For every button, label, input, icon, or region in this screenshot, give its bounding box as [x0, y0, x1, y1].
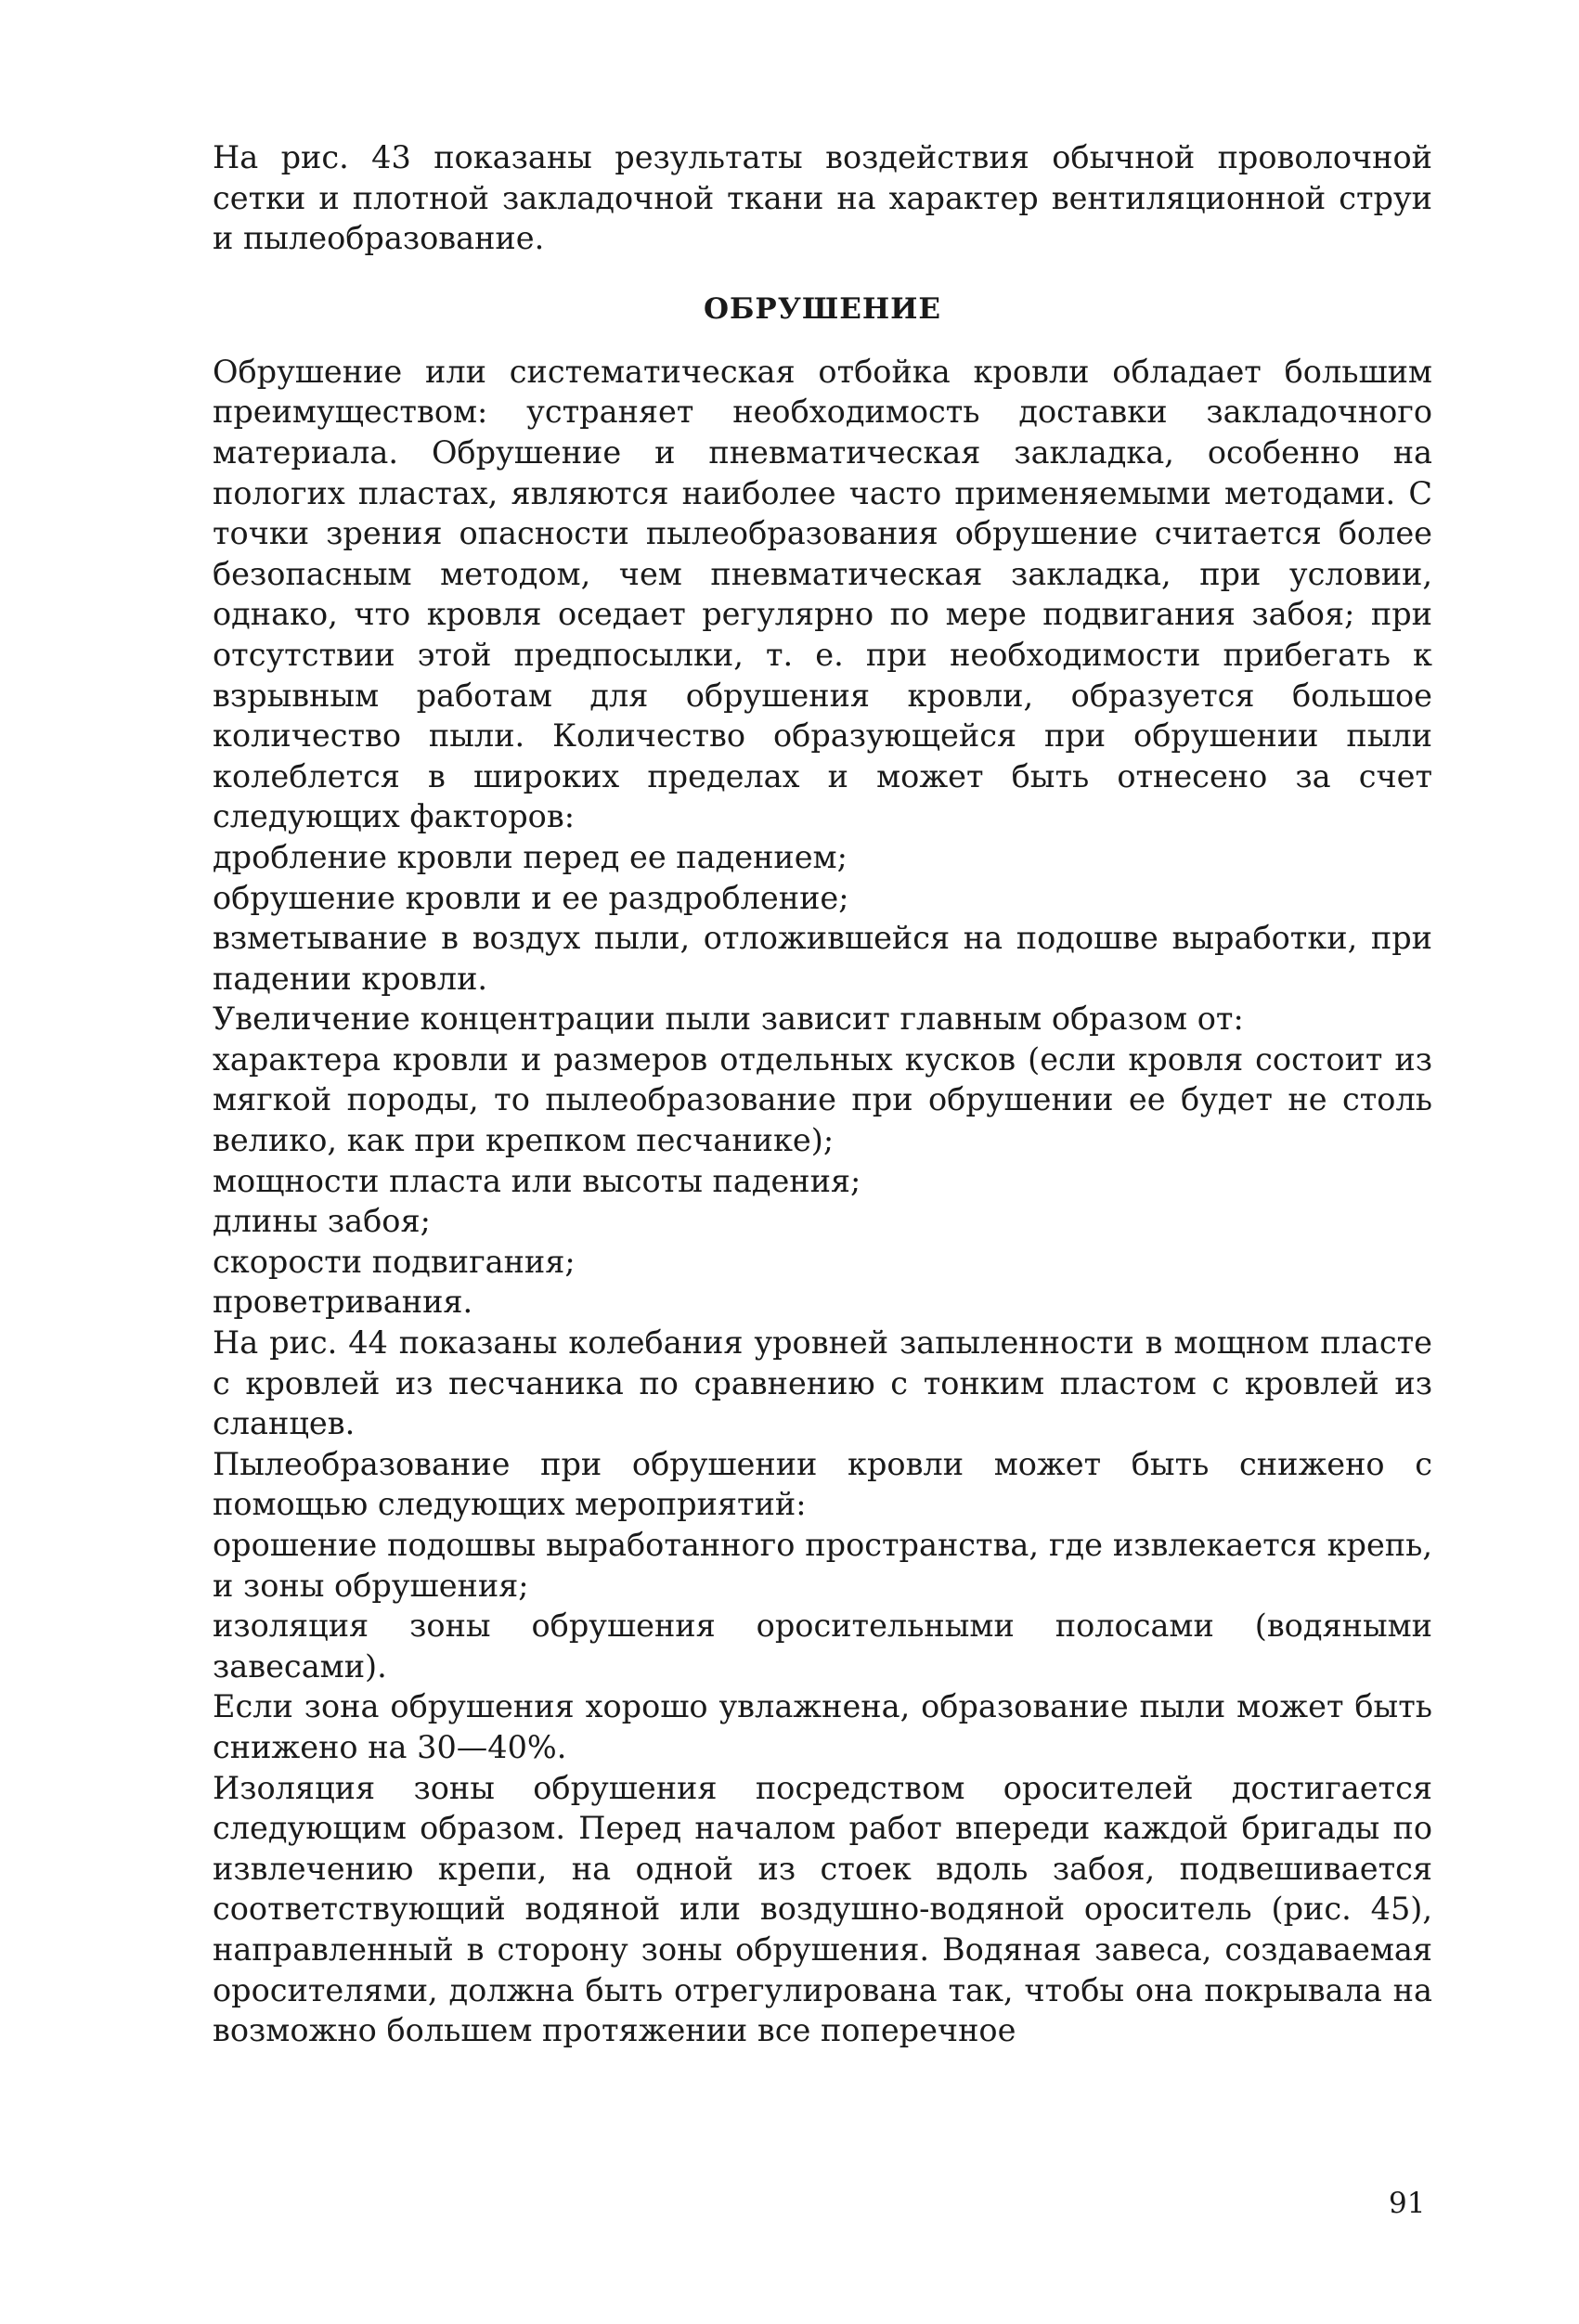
intro-paragraph: На рис. 43 показаны результаты воздействия обычной проволочной сетки и плотной закладочной ткани на характер вентиляционной струи и пылеобразование. — [213, 139, 1432, 257]
list-item-spraying: орошение подошвы выработанного пространства, где извлекается крепь, и зоны обрушения; — [213, 1527, 1432, 1604]
list-item-face-length: длины забоя; — [213, 1203, 431, 1240]
list-item-isolation: изоляция зоны обрушения оросительными полосами (водяными завесами). — [213, 1607, 1432, 1685]
paragraph-wetting: Если зона обрушения хорошо увлажнена, образование пыли может быть снижено на 30—40%. — [213, 1688, 1432, 1765]
list-item-factor-1: дробление кровли перед ее падением; — [213, 838, 848, 875]
list-item-factor-2: обрушение кровли и ее раздробление; — [213, 879, 849, 916]
page-body — [213, 137, 1432, 2051]
paragraph-measures: Пылеобразование при обрушении кровли может быть снижено с помощью следующих мероприятий: — [213, 1445, 1432, 1523]
page-number: 91 — [1389, 2187, 1426, 2220]
paragraph-isolation-method: Изоляция зоны обрушения посредством оросителей достигается следующим образом. Перед началом работ впереди каждой бригады по извлечению крепи, на одной из стоек вдоль забоя, подвешивается соответствующий водяной или воздушно-водяной ороситель (рис. 45), направленный в сторону зоны обрушения. Водяная завеса, создаваемая оросителями, должна быть отрегулирована так, чтобы она покрывала на возможно большем протяжении все поперечное — [213, 1769, 1432, 2049]
list-item-factor-3: взметывание в воздух пыли, отложившейся на подошве выработки, при падении кровли. — [213, 920, 1432, 997]
paragraph-1: Обрушение или систематическая отбойка кровли обладает большим преимуществом: устраняет необходимость доставки закладочного материала. Обрушение и пневматическая закладка, особенно на пологих пластах, являются наиболее часто применяемыми методами. С точки зрения опасности пылеобразования обрушение считается более безопасным методом, чем пневматическая закладка, при условии, однако, что кровля оседает регулярно по мере подвигания забоя; при отсутствии этой предпосылки, т. е. при необходимости прибегать к взрывным работам для обрушения кровли, образуется большое количество пыли. Количество образующейся при обрушении пыли колеблется в широких пределах и может быть отнесено за счет следующих факторов: — [213, 353, 1432, 835]
list-item-advance-speed: скорости подвигания; — [213, 1243, 576, 1280]
paragraph-fig44: На рис. 44 показаны колебания уровней запыленности в мощном пласте с кровлей из песчаника по сравнению с тонким пластом с кровлей из сланцев. — [213, 1324, 1432, 1442]
list-item-roof-character: характера кровли и размеров отдельных кусков (если кровля состоит из мягкой породы, то пылеобразование при обрушении ее будет не столь велико, как при крепком песчанике); — [213, 1040, 1432, 1159]
list-item-seam-thickness: мощности пласта или высоты падения; — [213, 1162, 861, 1199]
list-item-ventilation: проветривания. — [213, 1284, 473, 1321]
paragraph-concentration: Увеличение концентрации пыли зависит главным образом от: — [213, 1001, 1244, 1038]
section-heading: ОБРУШЕНИЕ — [703, 291, 942, 326]
